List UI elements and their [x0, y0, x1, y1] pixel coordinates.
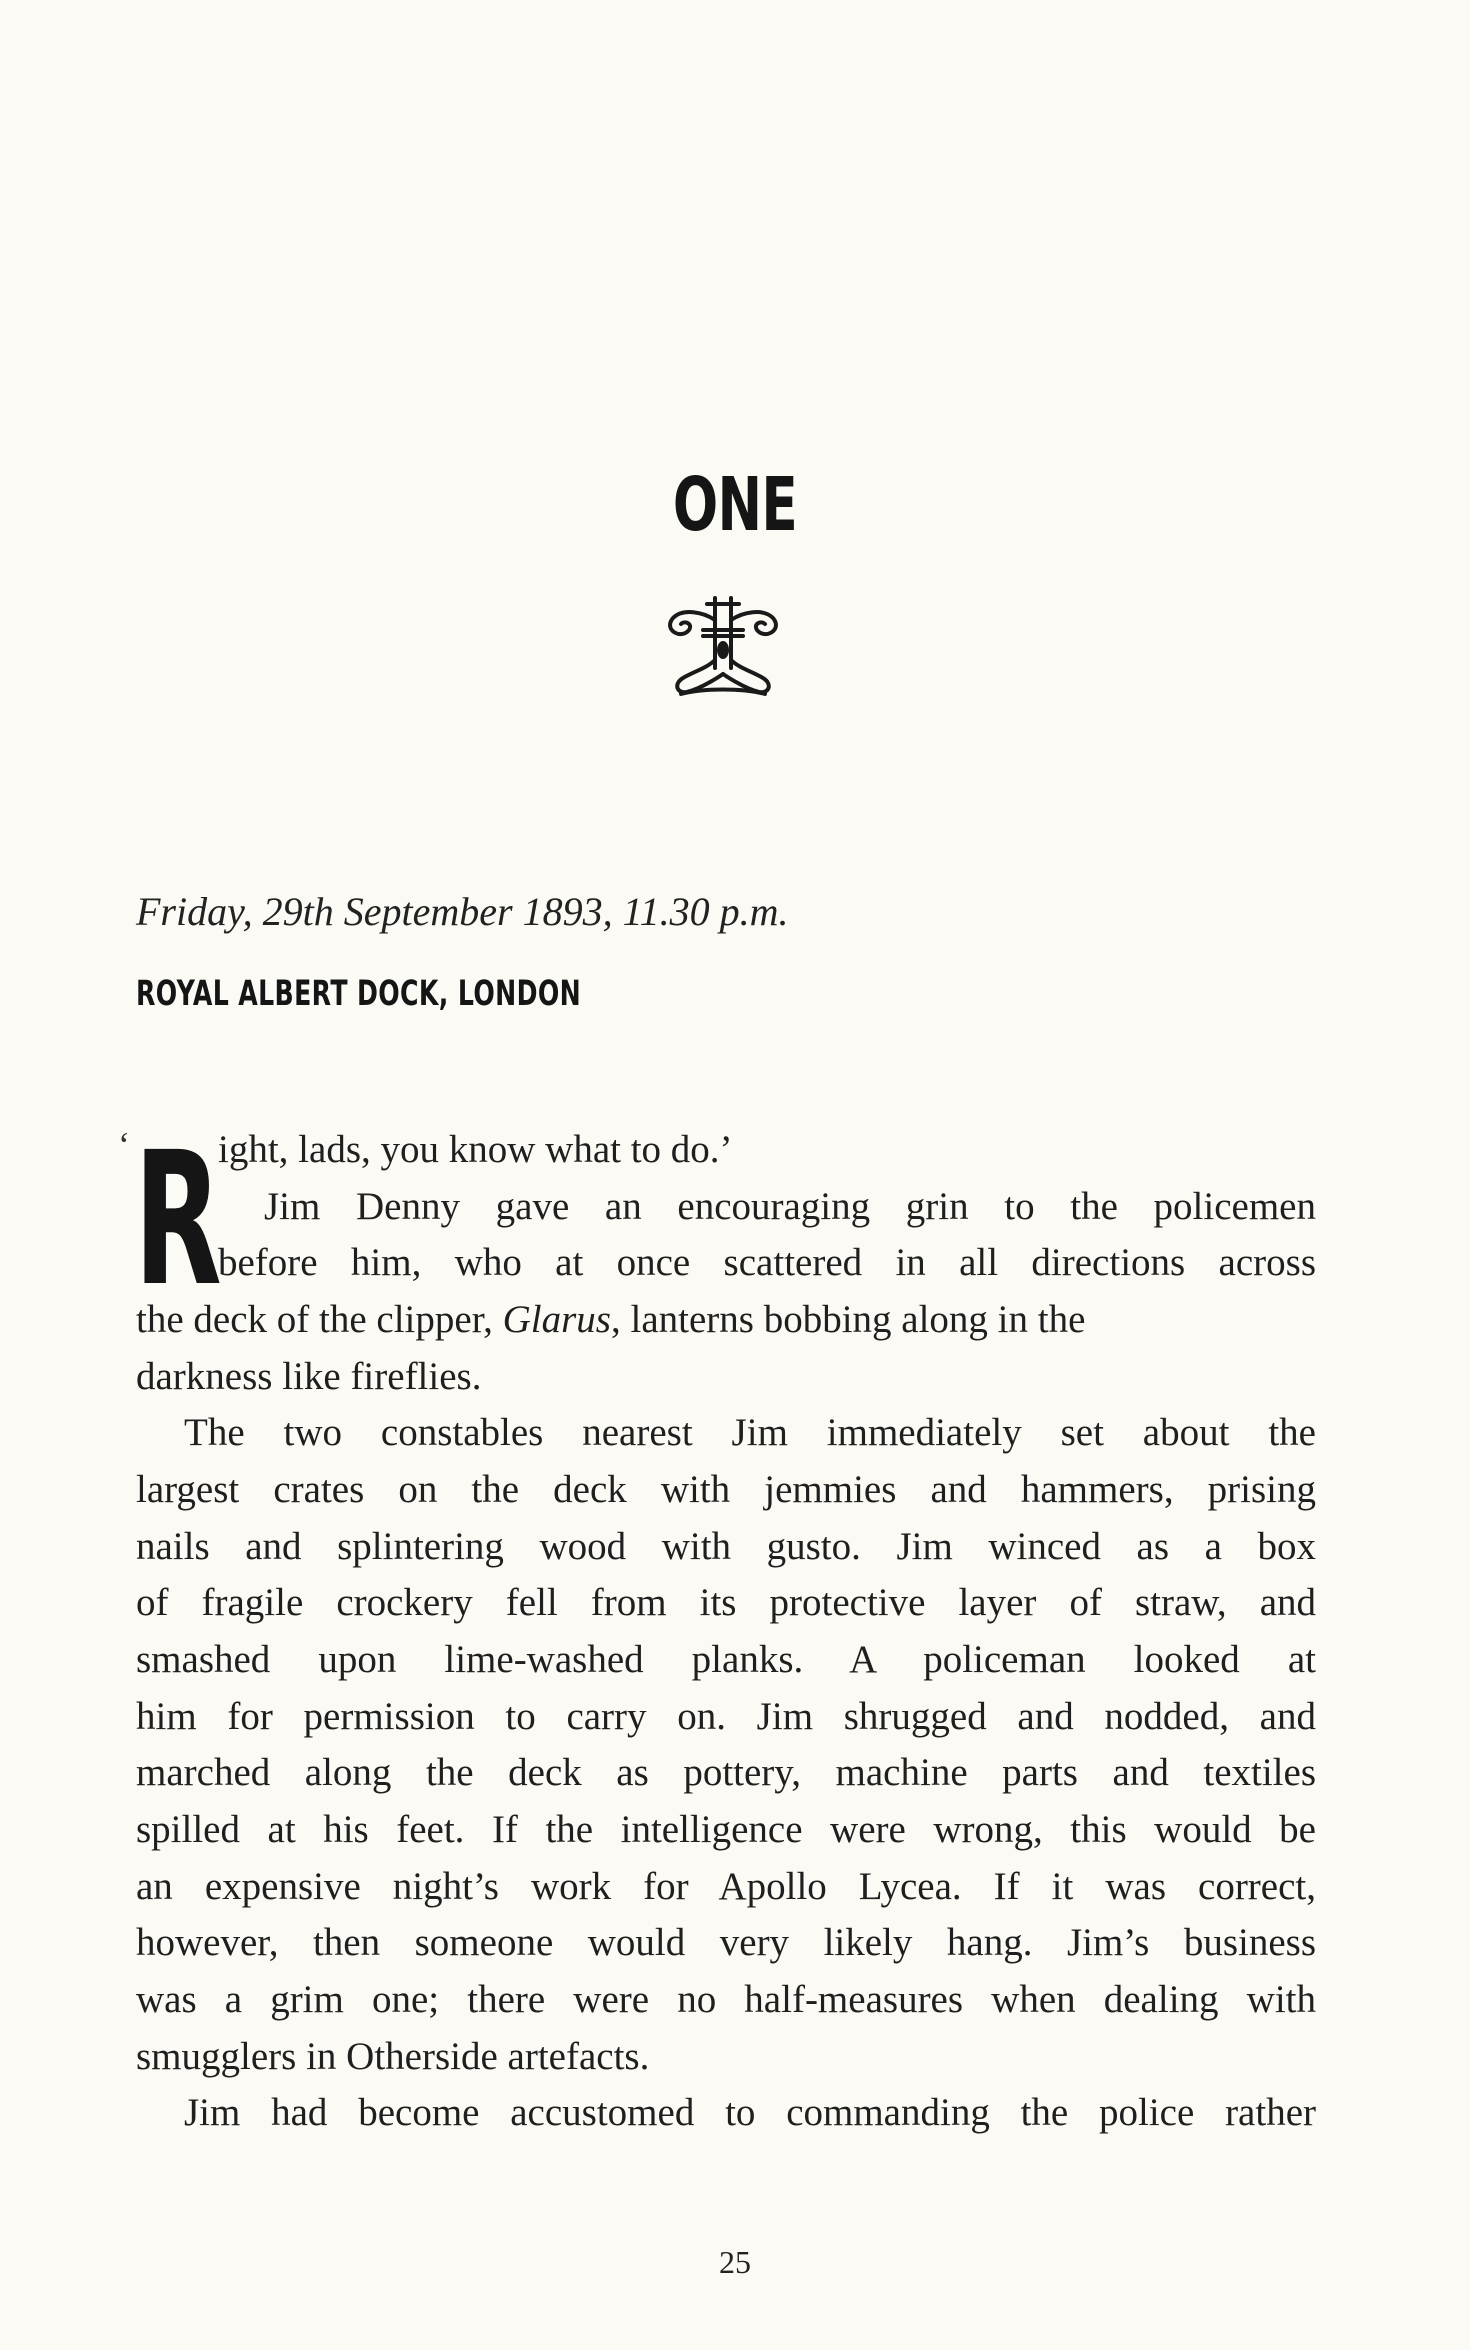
body-line: Jim had become accustomed to commanding the police rather	[184, 2091, 1316, 2134]
dateline: Friday, 29th September 1893, 11.30 p.m.	[136, 889, 789, 934]
body-line	[136, 1300, 1316, 1339]
body-line: largest crates on the deck with jemmies and hammers, prising	[136, 1468, 1316, 1511]
location-heading: ROYAL ALBERT DOCK, LONDON	[136, 974, 582, 1014]
body-line: before him, who at once scattered in all directions across	[218, 1241, 1316, 1284]
body-line: Jim Denny gave an encouraging grin to the policemen	[264, 1185, 1316, 1228]
body-line: nails and splintering wood with gusto. Jim winced as a box	[136, 1525, 1316, 1568]
body-line: smashed upon lime-washed planks. A policeman looked at	[136, 1638, 1316, 1681]
body-line-segment: , lanterns bobbing along in the	[610, 1298, 1086, 1341]
opening-quote-mark: ‘	[118, 1125, 130, 1165]
body-line: an expensive night’s work for Apollo Lycea. If it was correct,	[136, 1865, 1316, 1908]
chapter-title: ONE	[672, 462, 798, 548]
ship-name: Glarus	[502, 1298, 611, 1341]
body-line: darkness like fireflies.	[136, 1355, 482, 1398]
fleuron-ornament-icon	[663, 590, 783, 702]
body-line: of fragile crockery fell from its protective layer of straw, and	[136, 1581, 1316, 1624]
page-number: 25	[719, 2244, 751, 2280]
drop-cap: R	[134, 1113, 222, 1327]
body-line: spilled at his feet. If the intelligence were wrong, this would be	[136, 1808, 1316, 1851]
body-line: however, then someone would very likely hang. Jim’s business	[136, 1921, 1316, 1964]
body-line: smugglers in Otherside artefacts.	[136, 2035, 650, 2078]
body-line: The two constables nearest Jim immediately set about the	[184, 1411, 1316, 1454]
body-line: marched along the deck as pottery, machine parts and textiles	[136, 1751, 1316, 1794]
body-line: ight, lads, you know what to do.’	[218, 1128, 733, 1171]
body-line: was a grim one; there were no half-measures when dealing with	[136, 1978, 1316, 2021]
body-line-segment: the deck of the clipper,	[136, 1298, 503, 1341]
body-line: him for permission to carry on. Jim shrugged and nodded, and	[136, 1695, 1316, 1738]
